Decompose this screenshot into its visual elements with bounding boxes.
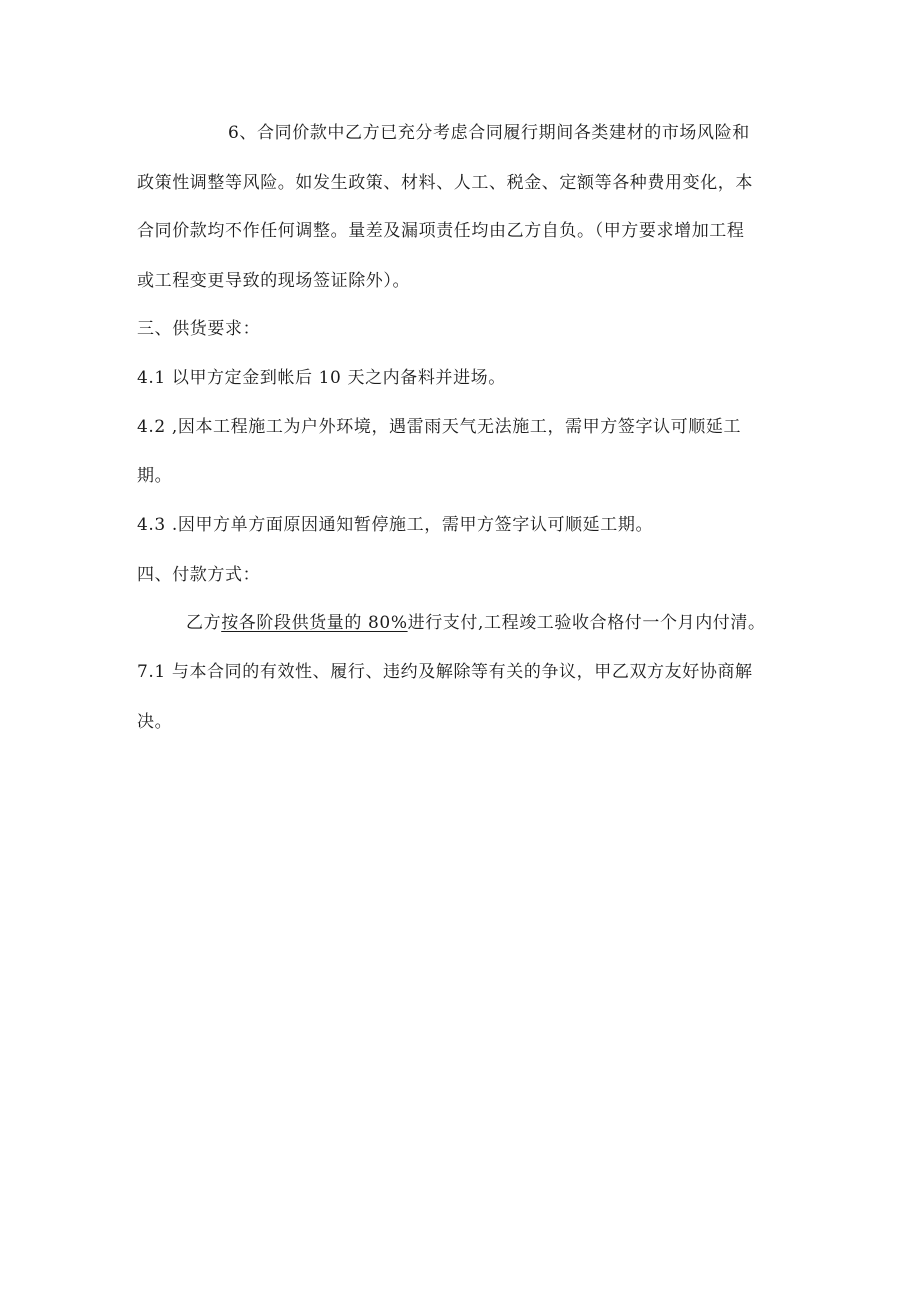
item-4-2-line-2: 期。 <box>137 466 173 486</box>
item-4-1: 4.1 以甲方定金到帐后 10 天之内备料并进场。 <box>137 368 506 388</box>
item-4-2-line-1: 4.2 ,因本工程施工为户外环境，遇雷雨天气无法施工，需甲方签字认可顺延工 <box>137 417 742 437</box>
clause-6-line-2: 政策性调整等风险。如发生政策、材料、人工、税金、定额等各种费用变化，本 <box>137 173 753 193</box>
clause-7-1-line-1: 7.1 与本合同的有效性、履行、违约及解除等有关的争议，甲乙双方友好协商解 <box>137 662 753 682</box>
payment-underlined: 按各阶段供货量的 80% <box>221 613 408 633</box>
clause-7-1-line-2: 决。 <box>137 712 173 732</box>
clause-6-line-1: 6、合同价款中乙方已充分考虑合同履行期间各类建材的市场风险和 <box>228 123 750 143</box>
payment-suffix: 进行支付,工程竣工验收合格付一个月内付清。 <box>407 613 766 633</box>
payment-prefix: 乙方 <box>186 613 222 633</box>
payment-terms <box>186 612 766 634</box>
clause-6-line-4: 或工程变更导致的现场签证除外）。 <box>137 271 411 291</box>
item-4-3: 4.3 .因甲方单方面原因通知暂停施工，需甲方签字认可顺延工期。 <box>137 515 654 535</box>
section-3-heading: 三、供货要求： <box>137 319 261 339</box>
section-4-heading: 四、付款方式： <box>137 565 261 585</box>
clause-6-line-3: 合同价款均不作任何调整。量差及漏项责任均由乙方自负。（甲方要求增加工程 <box>137 221 745 241</box>
